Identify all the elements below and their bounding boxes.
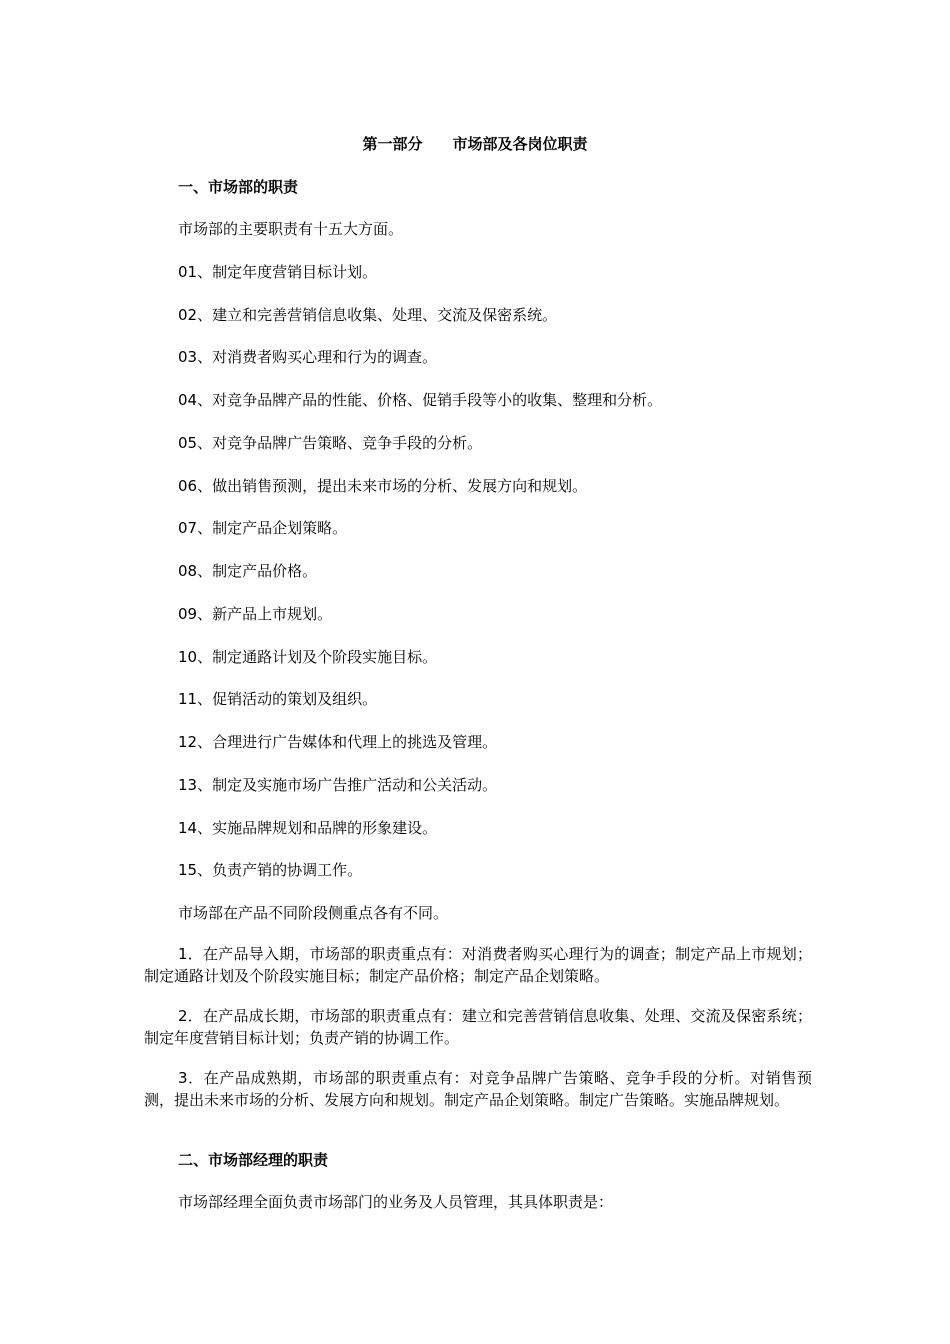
- section-heading-market-dept-duties: 一、市场部的职责: [178, 178, 299, 196]
- stage-paragraph-growth: 2．在产品成长期，市场部的职责重点有：建立和完善营销信息收集、处理、交流及保密系统；制定年度营销目标计划；负责产销的协调工作。: [144, 1007, 812, 1047]
- duty-item: 02、建立和完善营销信息收集、处理、交流及保密系统。: [178, 306, 558, 324]
- duty-item: 15、负责产销的协调工作。: [178, 861, 363, 879]
- page-title: 第一部分 市场部及各岗位职责: [362, 135, 588, 153]
- stage-paragraph-maturity: 3．在产品成熟期，市场部的职责重点有：对竞争品牌广告策略、竞争手段的分析。对销售预测，提出未来市场的分析、发展方向和规划。制定产品企划策略。制定广告策略。实施品牌规划。: [144, 1069, 812, 1109]
- duty-item: 11、促销活动的策划及组织。: [178, 690, 378, 708]
- duty-item: 03、对消费者购买心理和行为的调查。: [178, 348, 438, 366]
- section-intro: 市场部经理全面负责市场部门的业务及人员管理，其具体职责是：: [178, 1193, 614, 1211]
- duty-item: 01、制定年度营销目标计划。: [178, 263, 378, 281]
- section-heading-manager-duties: 二、市场部经理的职责: [178, 1151, 329, 1169]
- duty-item: 10、制定通路计划及个阶段实施目标。: [178, 648, 438, 666]
- duty-item: 06、做出销售预测，提出未来市场的分析、发展方向和规划。: [178, 477, 588, 495]
- duty-item: 12、合理进行广告媒体和代理上的挑选及管理。: [178, 733, 498, 751]
- duty-item: 14、实施品牌规划和品牌的形象建设。: [178, 819, 438, 837]
- stage-paragraph-introduction: 1．在产品导入期，市场部的职责重点有：对消费者购买心理行为的调查；制定产品上市规划；制定通路计划及个阶段实施目标；制定产品价格；制定产品企划策略。: [144, 945, 812, 985]
- section-intro: 市场部的主要职责有十五大方面。: [178, 220, 404, 238]
- duty-item: 09、新产品上市规划。: [178, 605, 333, 623]
- duty-item: 05、对竞争品牌广告策略、竞争手段的分析。: [178, 434, 483, 452]
- duty-item: 08、制定产品价格。: [178, 562, 318, 580]
- duty-item: 04、对竞争品牌产品的性能、价格、促销手段等小的收集、整理和分析。: [178, 391, 663, 409]
- duty-item: 07、制定产品企划策略。: [178, 519, 348, 537]
- stages-intro: 市场部在产品不同阶段侧重点各有不同。: [178, 904, 449, 922]
- duty-item: 13、制定及实施市场广告推广活动和公关活动。: [178, 776, 498, 794]
